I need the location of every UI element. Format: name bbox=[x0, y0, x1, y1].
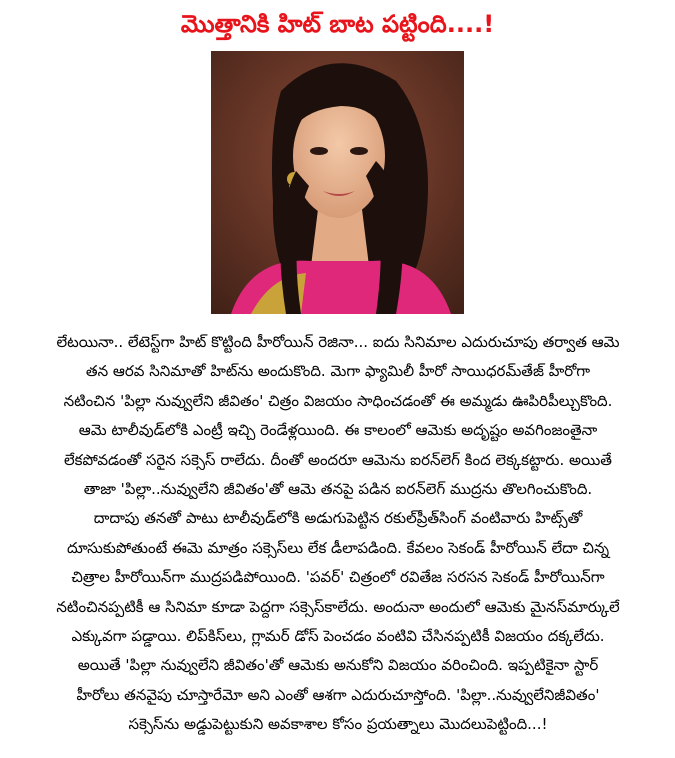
article-body-line: లేటయినా.. లేటెస్ట్‌గా హిట్ కొట్టింది హీరోయిన్ రెజినా... ఐదు సినిమాల ఎదురుచూపు తర్వాత ఆమె bbox=[56, 333, 620, 351]
article-body-line: లేకపోవడంతో సరైన సక్సెస్ రాలేదు. దీంతో అందరూ ఆమెను ఐరన్‌లెగ్ కింద లెక్కకట్టారు. అయితే bbox=[64, 450, 612, 469]
article-body-line: తన ఆరవ సినిమాతో హిట్‌ను అందుకొంది. మెగా ఫ్యామిలీ హీరో సాయిధరమ్‌తేజ్ హీరోగా bbox=[85, 362, 591, 381]
article-body bbox=[8, 328, 668, 740]
article-body-line: ఎక్కువగా పడ్డాయి. లిప్‌కిస్‌లు, గ్లామర్ డోస్ పెంచడం వంటివి చేసినప్పటికీ విజయం దక్కలేదు. bbox=[71, 627, 605, 646]
article-body-line: తాజా 'పిల్లా..నువ్వులేని జీవితం'తో ఆమె తనపై పడిన ఐరన్‌లెగ్ ముద్రను తొలగించుకొంది. bbox=[83, 480, 593, 499]
article-body-line: దూసుకుపోతుంటే ఈమె మాత్రం సక్సెస్‌లు లేక డీలాపడింది. కేవలం సెకండ్ హీరోయిన్ లేదా చిన్న bbox=[66, 538, 610, 557]
actress-photo-icon bbox=[211, 51, 464, 314]
article-body-line: దాదాపు తనతో పాటు టాలీవుడ్‌లోకి అడుగుపెట్టిన రకుల్‌ప్రీత్‌సింగ్ వంటివారు హిట్స్‌తో bbox=[93, 509, 583, 528]
article-body-line: సక్సెస్‌ను అడ్డుపెట్టుకుని అవకాశాల కోసం ప్రయత్నాలు మొదలుపెట్టింది...! bbox=[128, 715, 548, 734]
article-body-line: నటించిన 'పిల్లా నువ్వులేని జీవితం' చిత్రం విజయం సాధించడంతో ఈ అమ్మడు ఊపిరిపీల్చుకొంది. bbox=[63, 391, 613, 410]
article-body-line: నటించినప్పటికీ ఆ సినిమా కూడా పెద్దగా సక్సెస్‌కాలేదు. అందునా అందులో ఆమెకు మైనస్‌మార్కులే bbox=[56, 597, 620, 616]
article-headline: మొత్తానికి హిట్ బాట పట్టింది....! bbox=[180, 10, 495, 38]
actress-photo bbox=[211, 51, 464, 314]
article-body-line: ఆమె టాలీవుడ్‌లోకి ఎంట్రీ ఇచ్చి రెండేళ్లయింది. ఈ కాలంలో ఆమెకు అదృష్టం అవగింజంతైనా bbox=[78, 421, 598, 440]
article-body-line: హీరోలు తనవైపు చూస్తారేమో అని ఎంతో ఆశగా ఎదురుచూస్తోంది. 'పిల్లా..నువ్వులేనిజీవితం' bbox=[76, 685, 600, 704]
article-body-line: అయితే 'పిల్లా నువ్వులేని జీవితం'తో ఆమెకు అనుకోని విజయం వరించింది. ఇప్పటికైనా స్టార్ bbox=[77, 656, 599, 675]
article-body-line: చిత్రాల హీరోయిన్‌గా ముద్రపడిపోయింది. 'పవర్' చిత్రంలో రవితేజ సరసన సెకండ్ హీరోయిన్‌గా bbox=[71, 568, 605, 587]
